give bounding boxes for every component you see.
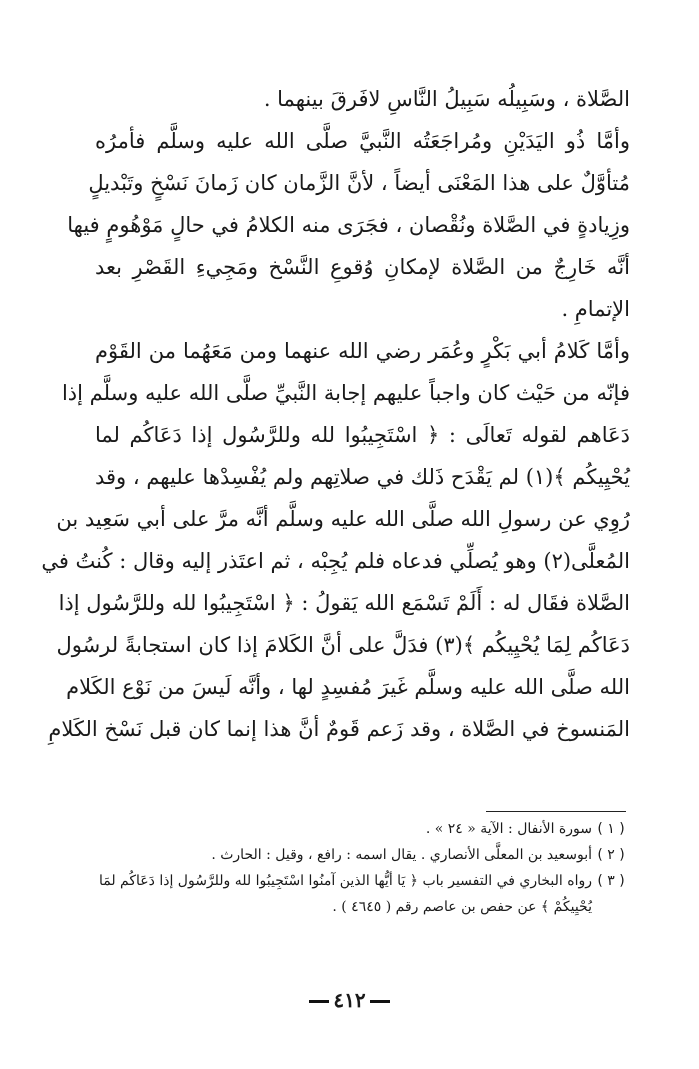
text-line: الإتمامِ . (561, 297, 630, 321)
footnote-text (40, 842, 592, 868)
text-line: وأمَّا كَلامُ أبي بَكْرٍ وعُمَر رضي الله عنهما ومن مَعَهُما من القَوْم (95, 339, 630, 363)
page-number-value: ٤١٢ (333, 988, 366, 1012)
text-line: الصَّلاة فقَال له : أَلَمْ تَسْمَع الله يَقولُ : ﴿ اسْتَجِيبُوا لله وللرَّسُول إذا (58, 591, 630, 615)
footnote-number: ( ٣ ) (597, 873, 625, 889)
footnote-separator (486, 811, 626, 812)
text-line: الصَّلاة ، وسَبِيلُه سَبِيلُ النَّاسِ لافَرقَ بينهما . (263, 87, 630, 111)
footnote (40, 842, 630, 868)
footnote-text (40, 816, 592, 842)
text-line: أنَّه خَارِجٌ من الصَّلاة لإمكانِ وُقوعِ النَّسْخ ومَجِيءِ القَصْرِ بعد (95, 255, 630, 279)
text-line: وأمَّا ذُو اليَدَيْنِ ومُراجَعَتُه النَّبيَّ صلَّى الله عليه وسلَّم فأمرُه (95, 129, 630, 153)
page-number-dash (309, 1000, 329, 1003)
footnote-text (40, 868, 592, 920)
text-line: مُتأوَّلٌ على هذا المَعْنَى أيضاً ، لأنَّ الزَّمان كان زَمانَ نَسْخٍ وتَبْديلٍ (88, 171, 630, 195)
text-line: فإنّه من حَيْث كان واجباً عليهم إجابة النَّبيِّ صلَّى الله عليه وسلَّم إذا (61, 381, 630, 405)
footnote-line: يُحْيِيكُمْ ﴾ عن حفص بن عاصم رقم ( ٤٦٤٥ ) . (332, 899, 592, 915)
page-number (0, 988, 699, 1012)
footnote-line: أبوسعيد بن المعلَّى الأنصاري . يقال اسمه : رافع ، وقيل : الحارث . (211, 847, 592, 863)
footnote (40, 868, 630, 920)
text-line: وزِيادةٍ في الصَّلاة ونُقْصان ، فجَرَى منه الكلامُ في حالٍ مَوْهُومٍ فيها (67, 213, 630, 237)
footnote-line: سورة الأنفال : الآية « ٢٤ » . (425, 821, 592, 837)
main-text (41, 78, 630, 750)
footnotes (40, 816, 630, 920)
footnote-number: ( ١ ) (597, 821, 625, 837)
page-number-dash (370, 1000, 390, 1003)
footnote-number: ( ٢ ) (597, 847, 625, 863)
text-line: الله صلَّى الله عليه وسلَّم غَيرَ مُفسِدٍ لها ، وأنَّه لَيسَ من نَوْع الكَلام (66, 675, 630, 699)
text-line: رُوِي عن رسولِ الله صلَّى الله عليه وسلَّم أنَّه مرَّ على أبي سَعِيد بن (56, 507, 630, 531)
text-line: دَعَاهم لقوله تَعالَى : ﴿ اسْتَجِيبُوا لله وللرَّسُول إذا دَعَاكُم لما (95, 423, 630, 447)
footnote-line: رواه البخاري في التفسير باب ﴿ يَا أيُّها الذين آمنُوا اسْتَجِيبُوا لله وللرَّسُول إذا دَعَاكُم لمَا (98, 873, 592, 889)
footnote (40, 816, 630, 842)
text-line: المُعلَّى(٢) وهو يُصلِّي فدعاه فلم يُجِبْه ، ثم اعتَذر إليه وقال : كُنتُ في (41, 549, 630, 573)
text-line: المَنسوخ في الصَّلاة ، وقد زَعم قَومٌ أنَّ هذا إنما كان قبل نَسْخ الكَلامِ (48, 717, 630, 741)
text-line: يُحْيِيكُم ﴾(١) لم يَقْدَح ذَلك في صلاتِهم ولم يُفْسِدْها عليهم ، وقد (95, 465, 630, 489)
text-line: دَعَاكُم لِمَا يُحْيِيكُم ﴾(٣) فدَلَّ على أنَّ الكَلامَ إذا كان استجابةً لرسُول (56, 633, 630, 657)
